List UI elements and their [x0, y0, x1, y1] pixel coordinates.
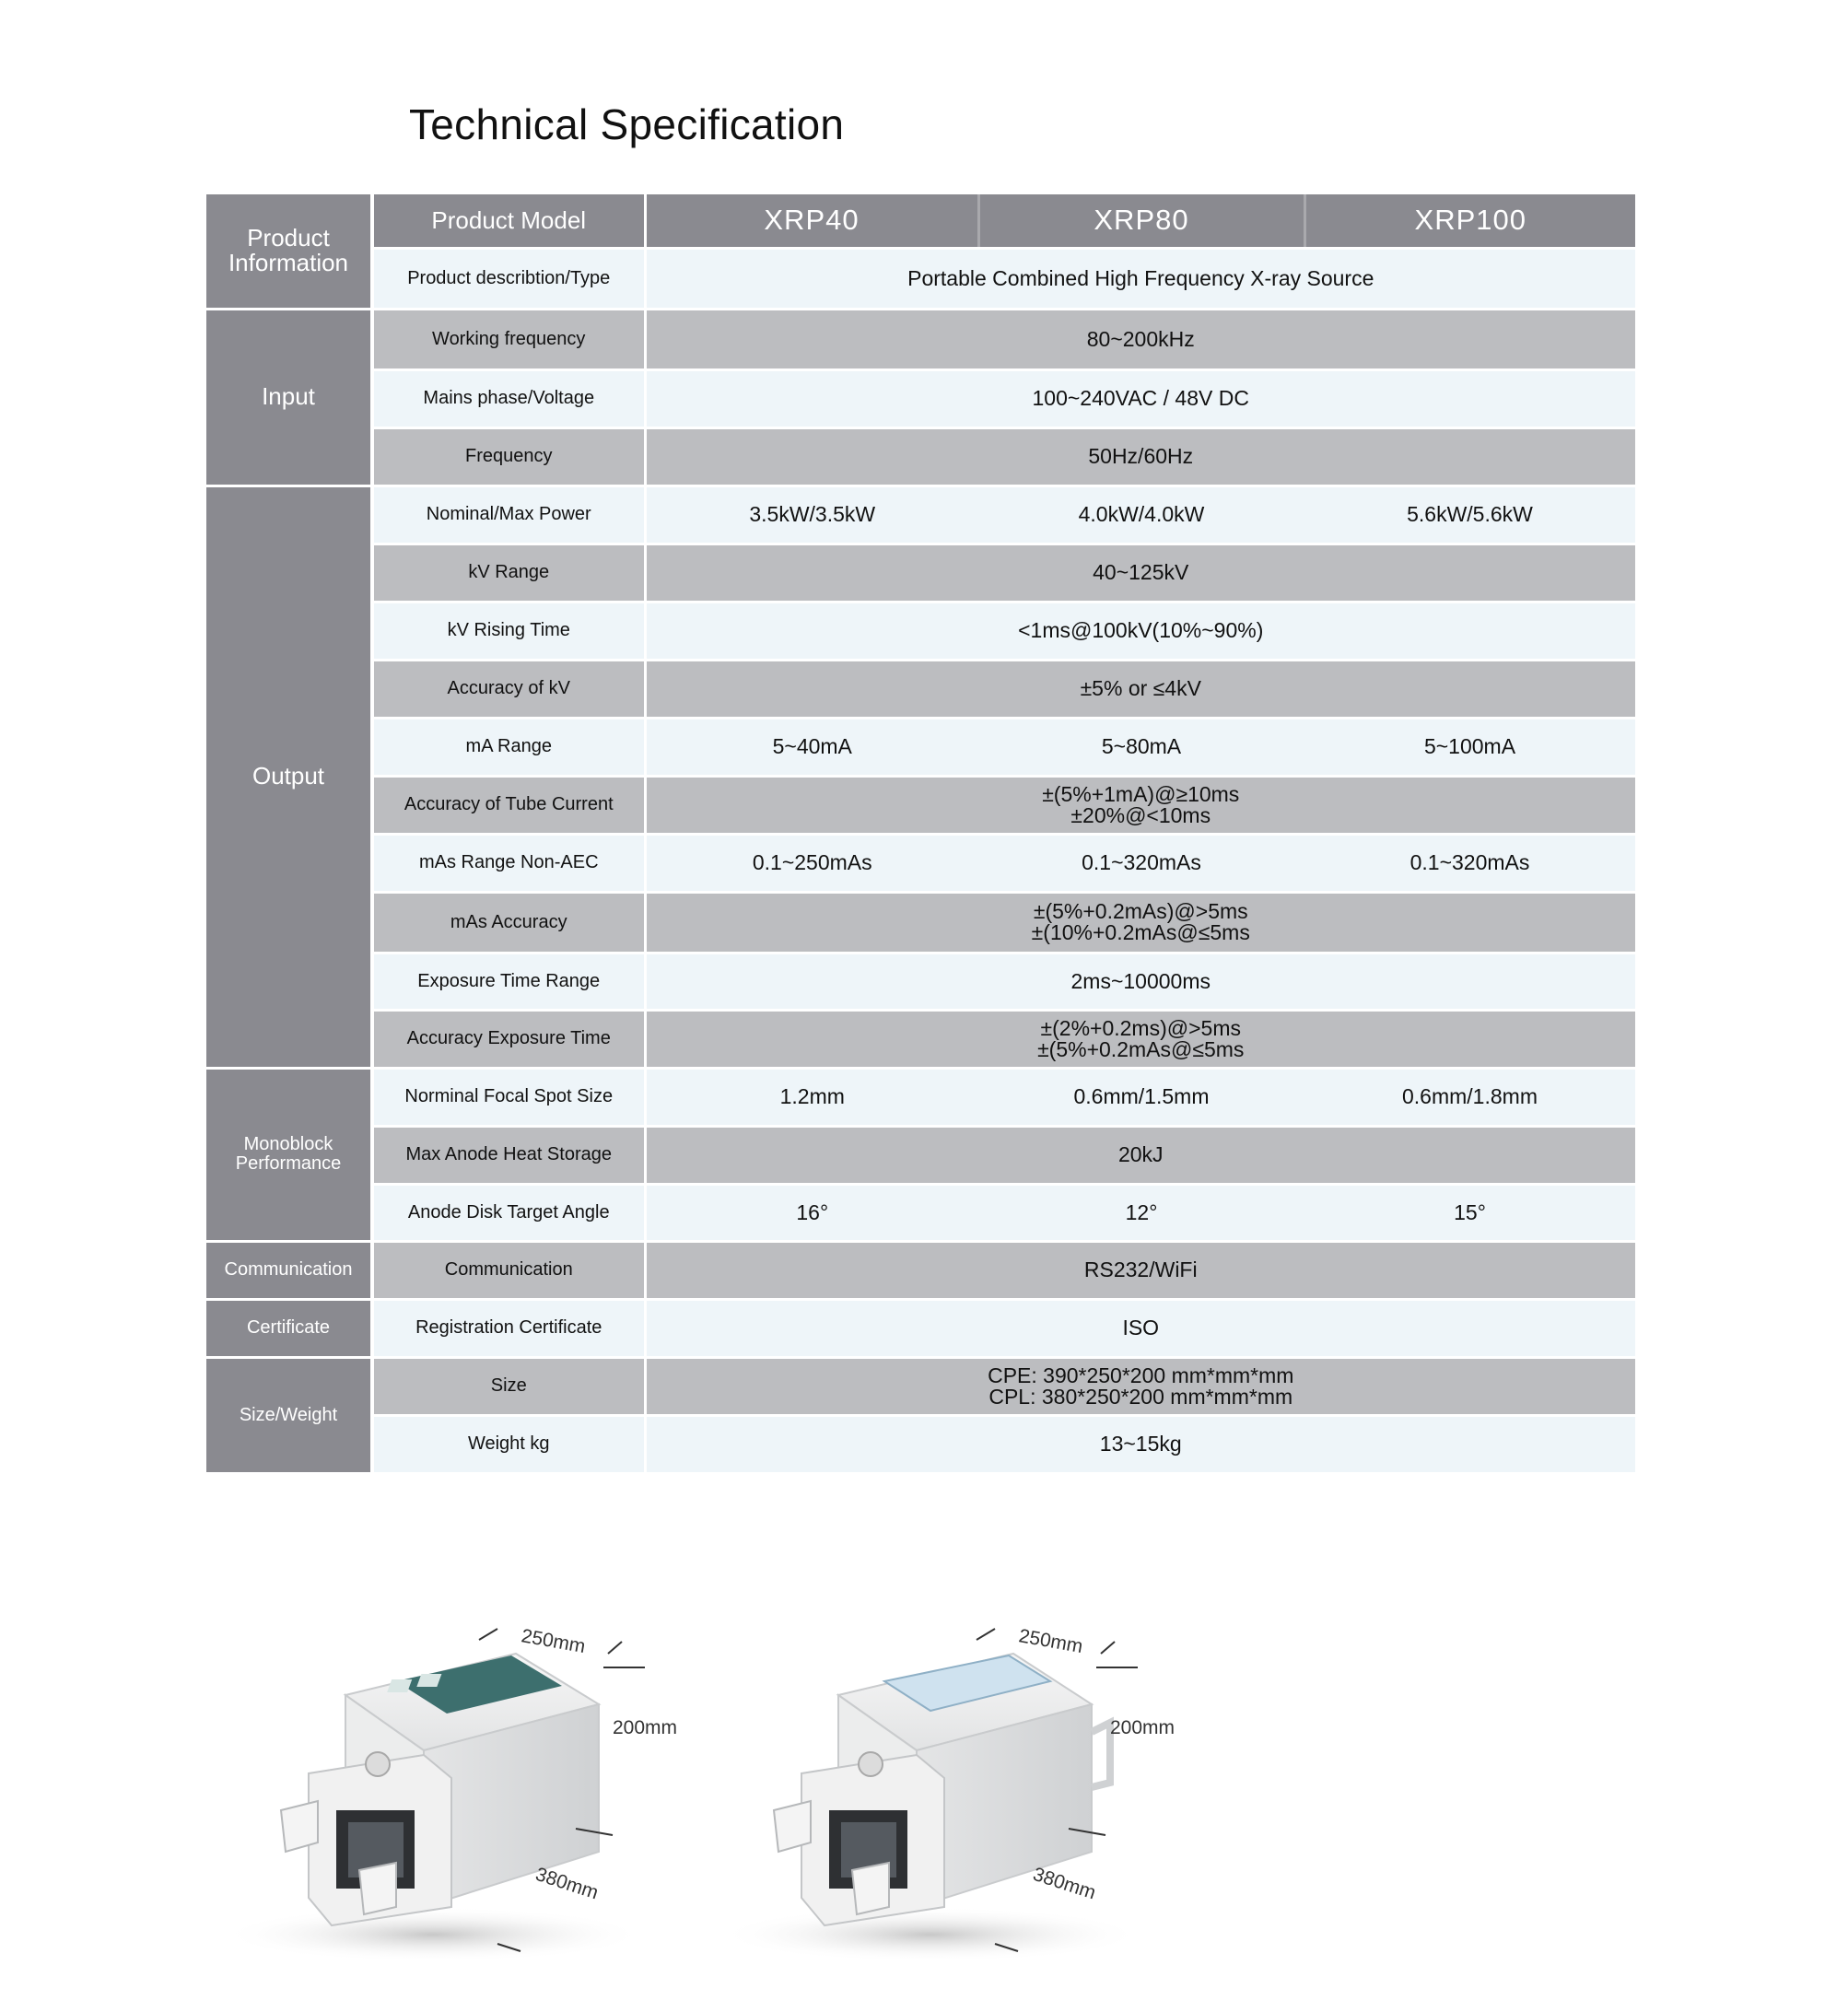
dimension-height-label: 200mm [613, 1717, 678, 1738]
model-xrp40: XRP40 [645, 194, 978, 248]
table-row [206, 718, 1635, 776]
table-row [206, 1299, 1635, 1357]
row-value: RS232/WiFi [645, 1241, 1635, 1299]
table-row [206, 427, 1635, 485]
row-value: ±5% or ≤4kV [645, 660, 1635, 718]
value-line: ±(10%+0.2mAs@≤5ms [1031, 920, 1250, 944]
table-row [206, 953, 1635, 1010]
row-label: Anode Disk Target Angle [372, 1184, 645, 1241]
group-certificate: Certificate [206, 1299, 372, 1357]
row-value [645, 1010, 1635, 1068]
spec-table [206, 194, 1635, 1475]
group-monoblock-performance: Monoblock Performance [206, 1068, 372, 1241]
table-row [206, 602, 1635, 660]
row-value-xrp40: 0.1~250mAs [645, 834, 978, 892]
table-row [206, 485, 1635, 544]
row-value [645, 1357, 1635, 1415]
table-row [206, 660, 1635, 718]
row-label: Working frequency [372, 309, 645, 369]
row-label: Exposure Time Range [372, 953, 645, 1010]
row-value: 13~15kg [645, 1415, 1635, 1473]
row-value: <1ms@100kV(10%~90%) [645, 602, 1635, 660]
row-label: Accuracy Exposure Time [372, 1010, 645, 1068]
row-value: ISO [645, 1299, 1635, 1357]
row-label: Product describtion/Type [372, 248, 645, 309]
model-xrp80: XRP80 [978, 194, 1304, 248]
row-value: 80~200kHz [645, 309, 1635, 369]
row-label: Weight kg [372, 1415, 645, 1473]
device-xrp-touchscreen [719, 1625, 1175, 1962]
table-row [206, 1357, 1635, 1415]
row-value-xrp100: 5~100mA [1304, 718, 1635, 776]
table-row [206, 1068, 1635, 1126]
row-label: Norminal Focal Spot Size [372, 1068, 645, 1126]
row-value-xrp80: 5~80mA [978, 718, 1304, 776]
table-row [206, 544, 1635, 602]
table-row [206, 1126, 1635, 1184]
row-value: 2ms~10000ms [645, 953, 1635, 1010]
header-product-model: Product Model [372, 194, 645, 248]
row-value: 100~240VAC / 48V DC [645, 369, 1635, 427]
page-title: Technical Specification [409, 100, 845, 148]
row-value-xrp80: 0.1~320mAs [978, 834, 1304, 892]
row-value-xrp40: 16° [645, 1184, 978, 1241]
table-row [206, 1010, 1635, 1068]
row-value-xrp100: 15° [1304, 1184, 1635, 1241]
row-value-xrp40: 3.5kW/3.5kW [645, 485, 978, 544]
device-xrp-control-panel [221, 1625, 677, 1962]
row-label: Accuracy of kV [372, 660, 645, 718]
row-value-xrp100: 0.6mm/1.8mm [1304, 1068, 1635, 1126]
row-label: Mains phase/Voltage [372, 369, 645, 427]
table-row [206, 1241, 1635, 1299]
value-line: ±(5%+1mA)@≥10ms [1042, 781, 1240, 806]
dimension-length-label: 380mm [1030, 1863, 1099, 1904]
row-label: mA Range [372, 718, 645, 776]
row-value-xrp80: 4.0kW/4.0kW [978, 485, 1304, 544]
table-row [206, 834, 1635, 892]
row-value-xrp100: 0.1~320mAs [1304, 834, 1635, 892]
group-communication: Communication [206, 1241, 372, 1299]
row-value [645, 776, 1635, 834]
product-illustrations [0, 1566, 1848, 1971]
table-row [206, 369, 1635, 427]
value-line: ±(5%+0.2mAs@≤5ms [1037, 1036, 1245, 1061]
row-value-xrp80: 0.6mm/1.5mm [978, 1068, 1304, 1126]
dimension-width-label: 250mm [1017, 1625, 1085, 1658]
row-label: Communication [372, 1241, 645, 1299]
value-line: ±(2%+0.2ms)@>5ms [1040, 1015, 1241, 1040]
group-product-information: Product Information [206, 194, 372, 309]
row-value: 20kJ [645, 1126, 1635, 1184]
row-label: kV Range [372, 544, 645, 602]
header-row [206, 194, 1635, 248]
row-label: Size [372, 1357, 645, 1415]
row-value-xrp100: 5.6kW/5.6kW [1304, 485, 1635, 544]
dimension-width-label: 250mm [520, 1625, 588, 1658]
value-line: ±20%@<10ms [1070, 802, 1211, 827]
row-label: kV Rising Time [372, 602, 645, 660]
row-label: mAs Accuracy [372, 892, 645, 953]
row-value: 50Hz/60Hz [645, 427, 1635, 485]
group-size-weight: Size/Weight [206, 1357, 372, 1473]
row-value-xrp80: 12° [978, 1184, 1304, 1241]
value-line: CPE: 390*250*200 mm*mm*mm [988, 1363, 1294, 1387]
table-row [206, 1415, 1635, 1473]
value-line: CPL: 380*250*200 mm*mm*mm [988, 1384, 1293, 1409]
group-input: Input [206, 309, 372, 485]
dimension-height-label: 200mm [1110, 1717, 1175, 1738]
table-row [206, 309, 1635, 369]
row-value [645, 892, 1635, 953]
row-label: mAs Range Non-AEC [372, 834, 645, 892]
row-value-xrp40: 1.2mm [645, 1068, 978, 1126]
row-value-xrp40: 5~40mA [645, 718, 978, 776]
group-output: Output [206, 485, 372, 1068]
value-line: ±(5%+0.2mAs)@>5ms [1033, 899, 1248, 923]
table-row [206, 776, 1635, 834]
row-label: Frequency [372, 427, 645, 485]
model-xrp100: XRP100 [1304, 194, 1635, 248]
row-label: Registration Certificate [372, 1299, 645, 1357]
table-row [206, 248, 1635, 309]
table-row [206, 892, 1635, 953]
row-label: Max Anode Heat Storage [372, 1126, 645, 1184]
dimension-length-label: 380mm [532, 1863, 602, 1904]
table-row [206, 1184, 1635, 1241]
row-value: Portable Combined High Frequency X-ray Source [645, 248, 1635, 309]
row-value: 40~125kV [645, 544, 1635, 602]
row-label: Nominal/Max Power [372, 485, 645, 544]
row-label: Accuracy of Tube Current [372, 776, 645, 834]
